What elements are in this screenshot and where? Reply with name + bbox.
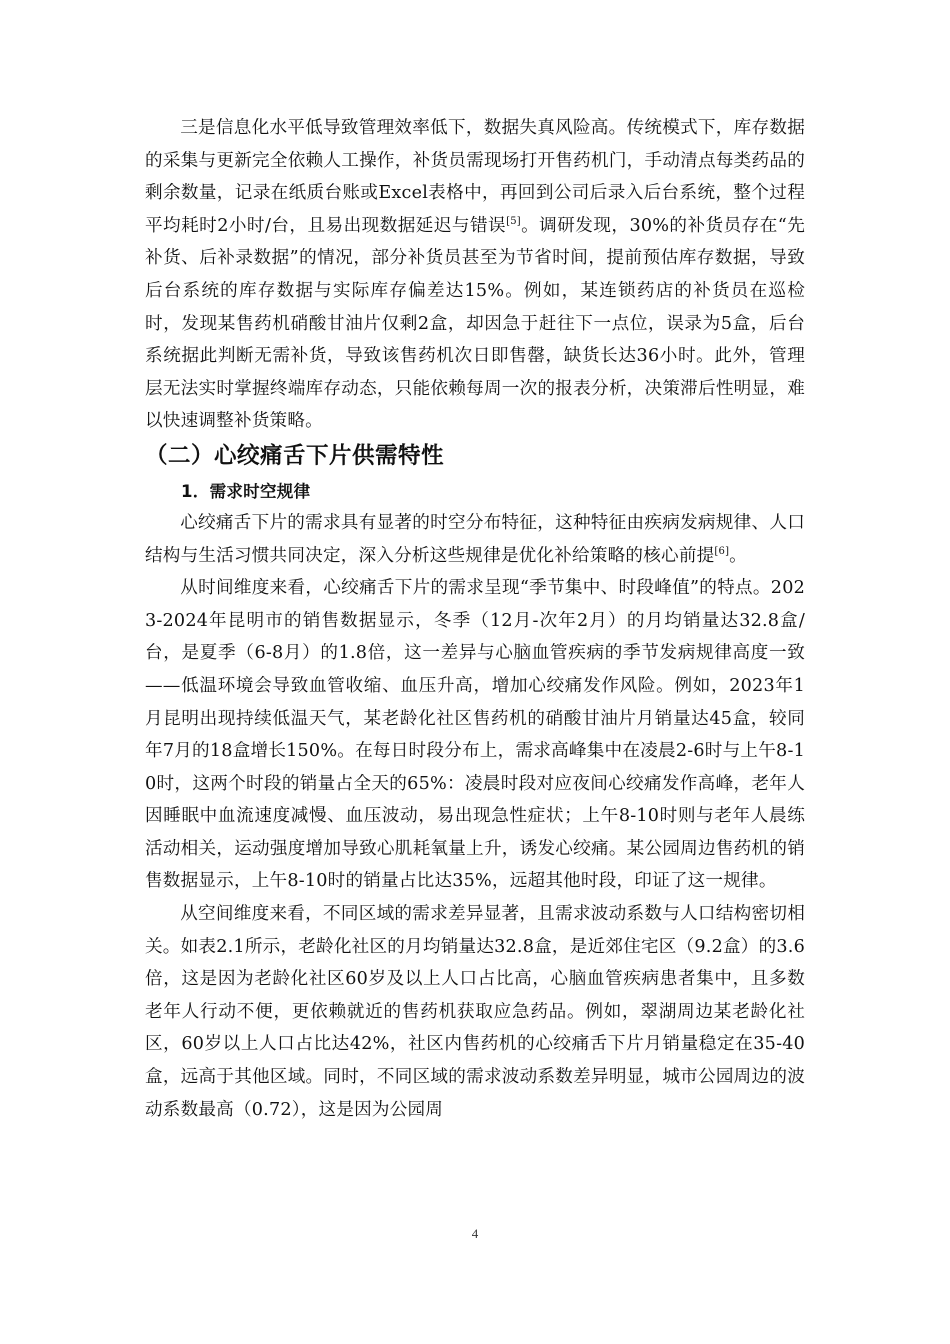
body-content — [145, 112, 805, 1126]
paragraph-text: 。调研发现，30%的补货员存在“先补货、后补录数据”的情况，部分补货员甚至为节省时间，提前预估库存数据，导致后台系统的库存数据与实际库存偏差达15%。例如，某连锁药店的补货员在巡检时，发现某售药机硝酸甘油片仅剩2盒，却因急于赶往下一点位，误录为5盒，后台系统据此判断无需补货，导致该售药机次日即售罄，缺货长达36小时。此外，管理层无法实时掌握终端库存动态，只能依赖每周一次的报表分析，决策滞后性明显，难以快速调整补货策略。 — [145, 215, 805, 432]
paragraph-space-dimension — [145, 898, 805, 1126]
paragraph-text: 从时间维度来看，心绞痛舌下片的需求呈现“季节集中、时段峰值”的特点。2023-2024年昆明市的销售数据显示，冬季（12月-次年2月）的月均销量达32.8盒/台，是夏季（6-8月）的1.8倍，这一差异与心脑血管疾病的季节发病规律高度一致——低温环境会导致血管收缩、血压升高，增加心绞痛发作风险。例如，2023年1月昆明出现持续低温天气，某老龄化社区售药机的硝酸甘油片月销量达45盒，较同年7月的18盒增长150%。在每日时段分布上，需求高峰集中在凌晨2-6时与上午8-10时，这两个时段的销量占全天的65%：凌晨时段对应夜间心绞痛发作高峰，老年人因睡眠中血流速度减慢、血压波动，易出现急性症状；上午8-10时则与老年人晨练活动相关，运动强度增加导致心肌耗氧量上升，诱发心绞痛。某公园周边售药机的销售数据显示，上午8-10时的销量占比达35%，远超其他时段，印证了这一规律。 — [145, 578, 805, 892]
subsection-heading: 1．需求时空规律 — [181, 481, 311, 501]
section-heading: （二）心绞痛舌下片供需特性 — [145, 442, 445, 469]
paragraph-time-dimension — [145, 572, 805, 898]
paragraph-text: 三是信息化水平低导致管理效率低下，数据失真风险高。传统模式下，库存数据的采集与更新完全依赖人工操作，补货员需现场打开售药机门，手动清点每类药品的剩余数量，记录在纸质台账或Excel表格中，再回到公司后录入后台系统，整个过程平均耗时2小时/台，且易出现数据延迟与错误 — [145, 118, 805, 236]
paragraph-text: 从空间维度来看，不同区域的需求差异显著，且需求波动系数与人口结构密切相关。如表2.1所示，老龄化社区的月均销量达32.8盒，是近郊住宅区（9.2盒）的3.6倍，这是因为老龄化社区60岁及以上人口占比高，心脑血管疾病患者集中，且多数老年人行动不便，更依赖就近的售药机获取应急药品。例如，翠湖周边某老龄化社区，60岁以上人口占比达42%，社区内售药机的心绞痛舌下片月销量稳定在35-40盒，远高于其他区域。同时，不同区域的需求波动系数差异明显，城市公园周边的波动系数最高（0.72），这是因为公园周 — [145, 904, 805, 1120]
citation-ref: [5] — [506, 215, 521, 227]
paragraph-demand-intro — [145, 507, 805, 572]
paragraph-text: 心绞痛舌下片的需求具有显著的时空分布特征，这种特征由疾病发病规律、人口结构与生活习惯共同决定，深入分析这些规律是优化补给策略的核心前提 — [145, 512, 805, 566]
citation-ref: [6] — [714, 545, 730, 557]
page-number: 4 — [471, 1226, 479, 1241]
paragraph-text: 。 — [729, 545, 747, 566]
paragraph-information-level — [145, 112, 805, 438]
